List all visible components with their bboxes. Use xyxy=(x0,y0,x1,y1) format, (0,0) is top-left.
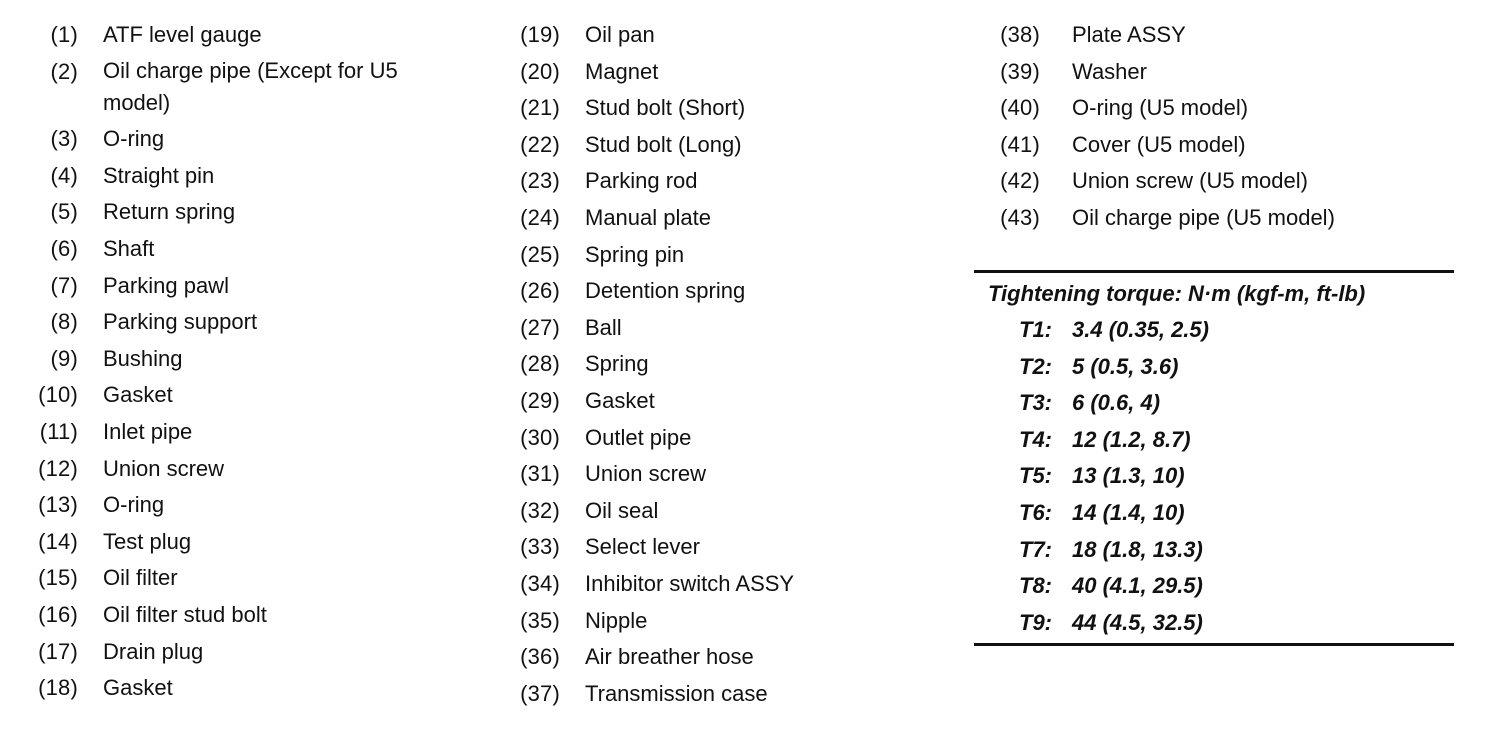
part-number: (22) xyxy=(520,131,560,157)
part-number: (29) xyxy=(520,387,560,413)
part-label: Magnet xyxy=(585,58,659,84)
list-item xyxy=(26,635,486,668)
torque-code: T3: xyxy=(1019,390,1052,416)
parts-list-column-2 xyxy=(508,18,968,713)
part-label: Inlet pipe xyxy=(103,418,193,444)
table-row xyxy=(974,313,1454,346)
part-label: Oil filter xyxy=(103,565,178,591)
part-label: Gasket xyxy=(103,675,173,701)
part-number: (30) xyxy=(520,424,560,450)
part-label: Oil pan xyxy=(585,22,655,47)
part-number: (21) xyxy=(520,95,560,121)
list-item xyxy=(508,311,968,344)
part-label: Union screw (U5 model) xyxy=(1072,168,1308,194)
list-item xyxy=(508,347,968,380)
part-label: Select lever xyxy=(585,534,700,560)
part-label: Nipple xyxy=(585,607,648,633)
list-item xyxy=(508,567,968,600)
part-number: (1) xyxy=(50,22,78,47)
part-label: Straight pin xyxy=(103,162,215,188)
part-number: (27) xyxy=(520,314,560,340)
table-row xyxy=(974,459,1454,492)
part-label: O-ring xyxy=(103,126,165,152)
part-number: (14) xyxy=(38,528,78,554)
part-label: O-ring (U5 model) xyxy=(1072,95,1249,121)
part-label: ATF level gauge xyxy=(103,22,262,47)
part-label: Union screw xyxy=(585,461,707,487)
list-item xyxy=(26,598,486,631)
torque-code: T4: xyxy=(1019,426,1052,452)
table-row xyxy=(974,350,1454,383)
part-label: Air breather hose xyxy=(585,644,754,670)
table-row xyxy=(974,569,1454,602)
part-number: (36) xyxy=(520,644,560,670)
torque-value: 6 (0.6, 4) xyxy=(1072,390,1161,416)
table-row xyxy=(974,423,1454,456)
part-label: Parking rod xyxy=(585,168,698,194)
part-label: Detention spring xyxy=(585,278,746,304)
part-label: Inhibitor switch ASSY xyxy=(585,570,795,596)
tightening-torque-table xyxy=(974,270,1454,646)
part-number: (31) xyxy=(520,461,560,487)
table-row xyxy=(974,606,1454,639)
torque-value: 12 (1.2, 8.7) xyxy=(1072,426,1191,452)
torque-code: T1: xyxy=(1019,317,1052,342)
torque-value: 44 (4.5, 32.5) xyxy=(1072,609,1203,635)
list-item xyxy=(990,91,1460,124)
part-number: (12) xyxy=(38,455,78,481)
list-item xyxy=(508,530,968,563)
list-item xyxy=(26,232,486,265)
part-label: Drain plug xyxy=(103,638,204,664)
part-label: Shaft xyxy=(103,235,155,261)
part-number: (20) xyxy=(520,58,560,84)
part-number: (13) xyxy=(38,492,78,518)
list-item xyxy=(990,201,1460,234)
part-label: Transmission case xyxy=(585,680,768,706)
torque-table-title: Tightening torque: N·m (kgf-m, ft-lb) xyxy=(988,281,1366,306)
part-number: (26) xyxy=(520,278,560,304)
list-item xyxy=(26,18,486,51)
list-item xyxy=(26,305,486,338)
list-item xyxy=(508,494,968,527)
torque-code: T7: xyxy=(1019,536,1052,562)
part-number: (28) xyxy=(520,351,560,377)
part-number: (11) xyxy=(39,418,78,444)
part-label: Union screw xyxy=(103,455,225,481)
list-item xyxy=(508,384,968,417)
part-label: Stud bolt (Long) xyxy=(585,131,742,157)
list-item xyxy=(26,55,486,119)
part-number: (17) xyxy=(38,638,78,664)
part-label: Plate ASSY xyxy=(1072,22,1186,47)
part-number: (40) xyxy=(1000,95,1040,121)
part-label: O-ring xyxy=(103,492,165,518)
torque-value: 5 (0.5, 3.6) xyxy=(1072,353,1179,379)
list-item xyxy=(26,488,486,521)
part-label: Cover (U5 model) xyxy=(1072,131,1246,157)
part-number: (16) xyxy=(38,601,78,627)
list-item xyxy=(26,525,486,558)
torque-code: T6: xyxy=(1019,499,1052,525)
part-number: (6) xyxy=(50,235,78,261)
part-number: (34) xyxy=(520,570,560,596)
table-row xyxy=(974,496,1454,529)
part-number: (38) xyxy=(1000,22,1040,47)
part-number: (4) xyxy=(50,162,78,188)
list-item xyxy=(26,452,486,485)
table-row xyxy=(974,533,1454,566)
part-number: (3) xyxy=(50,126,78,152)
part-label: Gasket xyxy=(585,387,655,413)
part-number: (25) xyxy=(520,241,560,267)
list-item xyxy=(508,91,968,124)
list-item xyxy=(508,164,968,197)
part-label: Oil filter stud bolt xyxy=(103,601,267,627)
parts-list-column-1 xyxy=(26,18,486,708)
part-number: (37) xyxy=(520,680,560,706)
torque-code: T5: xyxy=(1019,463,1052,489)
part-number: (33) xyxy=(520,534,560,560)
list-item xyxy=(508,238,968,271)
part-number: (23) xyxy=(520,168,560,194)
part-number: (42) xyxy=(1000,168,1040,194)
part-number: (32) xyxy=(520,497,560,523)
list-item xyxy=(990,164,1460,197)
list-item xyxy=(508,55,968,88)
table-row xyxy=(974,386,1454,419)
list-item xyxy=(508,128,968,161)
list-item xyxy=(26,195,486,228)
list-item xyxy=(508,421,968,454)
list-item xyxy=(508,457,968,490)
list-item xyxy=(508,604,968,637)
part-number: (19) xyxy=(520,22,560,47)
torque-value: 3.4 (0.35, 2.5) xyxy=(1072,317,1209,342)
list-item xyxy=(26,415,486,448)
torque-value: 18 (1.8, 13.3) xyxy=(1072,536,1203,562)
torque-code: T8: xyxy=(1019,573,1052,599)
list-item xyxy=(990,55,1460,88)
part-label: Outlet pipe xyxy=(585,424,692,450)
parts-list-column-3 xyxy=(990,18,1460,238)
part-number: (9) xyxy=(50,345,78,371)
list-item xyxy=(508,274,968,307)
part-number: (2) xyxy=(50,58,78,84)
list-item xyxy=(508,640,968,673)
part-label: Parking support xyxy=(103,309,258,335)
list-item xyxy=(26,561,486,594)
part-number: (41) xyxy=(1000,131,1040,157)
part-number: (10) xyxy=(38,382,78,408)
part-label: Return spring xyxy=(103,199,236,225)
torque-value: 40 (4.1, 29.5) xyxy=(1072,573,1203,599)
part-label: Gasket xyxy=(103,382,173,408)
torque-code: T9: xyxy=(1019,609,1052,635)
list-item xyxy=(26,159,486,192)
part-label: Manual plate xyxy=(585,204,711,230)
part-number: (8) xyxy=(50,309,78,335)
list-item xyxy=(26,122,486,155)
part-number: (5) xyxy=(50,199,78,225)
part-number: (7) xyxy=(50,272,78,298)
part-label: Ball xyxy=(585,314,622,340)
list-item xyxy=(26,342,486,375)
part-label: Oil seal xyxy=(585,497,659,523)
part-number: (15) xyxy=(38,565,78,591)
part-label: Washer xyxy=(1072,58,1147,84)
part-label: Stud bolt (Short) xyxy=(585,95,746,121)
torque-code: T2: xyxy=(1019,353,1052,379)
list-item xyxy=(990,128,1460,161)
list-item xyxy=(990,18,1460,51)
list-item xyxy=(508,201,968,234)
list-item xyxy=(508,18,968,51)
list-item xyxy=(26,269,486,302)
part-label: Bushing xyxy=(103,345,183,371)
part-label: Test plug xyxy=(103,528,192,554)
torque-value: 13 (1.3, 10) xyxy=(1072,463,1185,489)
part-label: Oil charge pipe (Except for U5 model) xyxy=(103,57,398,115)
torque-value: 14 (1.4, 10) xyxy=(1072,499,1185,525)
part-number: (35) xyxy=(520,607,560,633)
part-number: (39) xyxy=(1000,58,1040,84)
part-number: (18) xyxy=(38,675,78,701)
list-item xyxy=(26,671,486,704)
part-label: Spring xyxy=(585,351,649,377)
list-item xyxy=(26,378,486,411)
part-number: (43) xyxy=(1000,204,1040,230)
part-number: (24) xyxy=(520,204,560,230)
part-label: Oil charge pipe (U5 model) xyxy=(1072,204,1335,230)
part-label: Spring pin xyxy=(585,241,685,267)
part-label: Parking pawl xyxy=(103,272,229,298)
list-item xyxy=(508,677,968,710)
